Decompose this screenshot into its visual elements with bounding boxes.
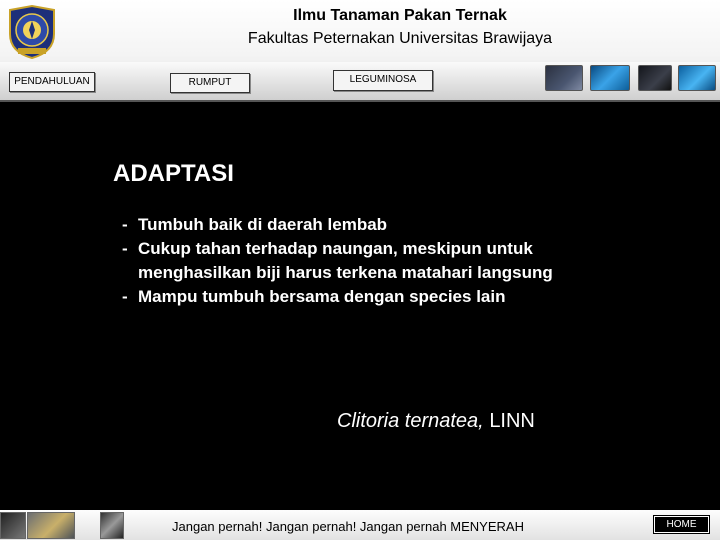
nav-rumput-button[interactable]: RUMPUT	[170, 73, 250, 93]
section-heading: ADAPTASI	[113, 160, 234, 187]
species-caption	[337, 410, 535, 433]
header-thumbnail-4	[678, 65, 716, 91]
bullet-item	[122, 285, 582, 309]
header-thumbnail-3	[638, 65, 672, 91]
page-subtitle: Fakultas Peternakan Universitas Brawijaya	[247, 30, 553, 47]
species-name: Clitoria ternatea,	[337, 410, 484, 432]
footer-thumbnail-3	[100, 512, 124, 539]
nav-pendahuluan-button[interactable]: PENDAHULUAN	[9, 72, 95, 92]
home-button[interactable]: HOME	[654, 516, 709, 533]
page-title: Ilmu Tanaman Pakan Ternak	[293, 7, 507, 24]
footer-thumbnail-2	[27, 512, 75, 539]
nav-leguminosa-button[interactable]: LEGUMINOSA	[333, 70, 433, 91]
bullet-marker: -	[122, 239, 128, 258]
bullet-text: Cukup tahan terhadap naungan, meskipun untuk menghasilkan biji harus terkena matahari langsung	[138, 239, 553, 282]
header-thumbnail-1	[545, 65, 583, 91]
species-author: LINN	[489, 410, 535, 432]
header-thumbnail-2	[590, 65, 630, 91]
footer-motto: Jangan pernah! Jangan pernah! Jangan pernah MENYERAH	[172, 519, 524, 534]
bullet-list	[122, 213, 582, 309]
header-divider	[0, 100, 720, 102]
bullet-marker: -	[122, 215, 128, 234]
bullet-text: Mampu tumbuh bersama dengan species lain	[138, 287, 506, 306]
footer-thumbnail-1	[0, 512, 26, 539]
bullet-text: Tumbuh baik di daerah lembab	[138, 215, 388, 234]
bullet-marker: -	[122, 287, 128, 306]
bullet-item	[122, 213, 582, 237]
bullet-item	[122, 237, 582, 285]
